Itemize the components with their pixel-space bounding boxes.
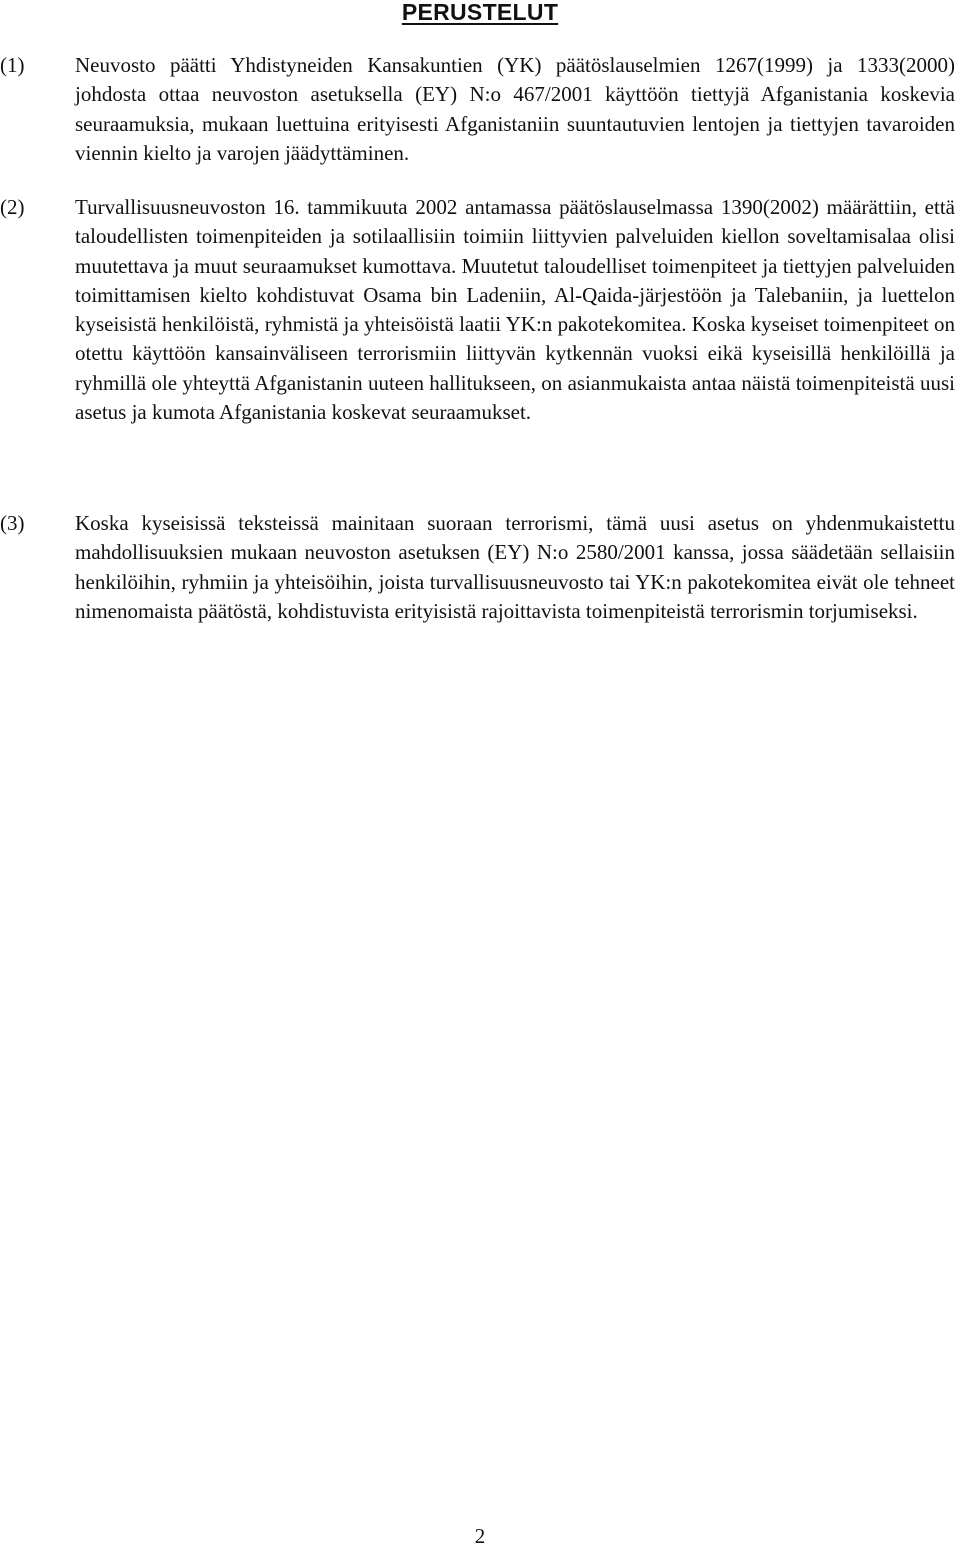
page-number: 2 — [474, 1524, 486, 1548]
recital-number: (1) — [0, 53, 25, 77]
recital-paragraph-1 — [0, 51, 955, 168]
recital-number: (2) — [0, 195, 25, 219]
recital-text: Koska kyseisissä teksteissä mainitaan suoraan terrorismi, tämä uusi asetus on yhdenmukaistettu mahdollisuuksien mukaan neuvoston asetuksen (EY) N:o 2580/2001 kanssa, jossa säädetään sellaisiin henkilöihin, ryhmiin ja yhteisöihin, joista turvallisuusneuvosto tai YK:n pakotekomitea eivät ole tehneet nimenomaista päätöstä, kohdistuvista erityisistä rajoittavista toimenpiteistä terrorismin torjumiseksi. — [75, 511, 955, 623]
recital-paragraph-2 — [0, 193, 955, 427]
recital-text: Turvallisuusneuvoston 16. tammikuuta 2002 antamassa päätöslauselmassa 1390(2002) määrättiin, että taloudellisten toimenpiteiden ja sotilaallisiin toimiin liittyvien palveluiden kiellon soveltamisalaa olisi muutettava ja muut seuraamukset kumottava. Muutetut taloudelliset toimenpiteet ja tiettyjen palveluiden toimittamisen kielto kohdistuvat Osama bin Ladeniin, Al-Qaida-järjestöön ja Talebaniin, ja luettelon kyseisistä henkilöistä, ryhmistä ja yhteisöistä laatii YK:n pakotekomitea. Koska kyseiset toimenpiteet on otettu käyttöön kansainväliseen terrorismiin liittyvän kytkennän vuoksi eikä kyseisillä henkilöillä ja ryhmillä ole yhteyttä Afganistanin uuteen hallitukseen, on asianmukaista antaa näistä toimenpiteistä uusi asetus ja kumota Afganistania koskevat seuraamukset. — [75, 195, 955, 425]
recital-number: (3) — [0, 511, 25, 535]
recital-paragraph-3 — [0, 509, 955, 626]
recital-text: Neuvosto päätti Yhdistyneiden Kansakuntien (YK) päätöslauselmien 1267(1999) ja 1333(2000) johdosta ottaa neuvoston asetuksella (EY) N:o 467/2001 käyttöön tiettyjä Afganistania koskevia seuraamuksia, mukaan luettuina erityisesti Afganistaniin suuntautuvien lentojen ja tiettyjen tavaroiden viennin kielto ja varojen jäädyttäminen. — [75, 53, 955, 165]
section-heading: PERUSTELUT — [401, 0, 559, 25]
